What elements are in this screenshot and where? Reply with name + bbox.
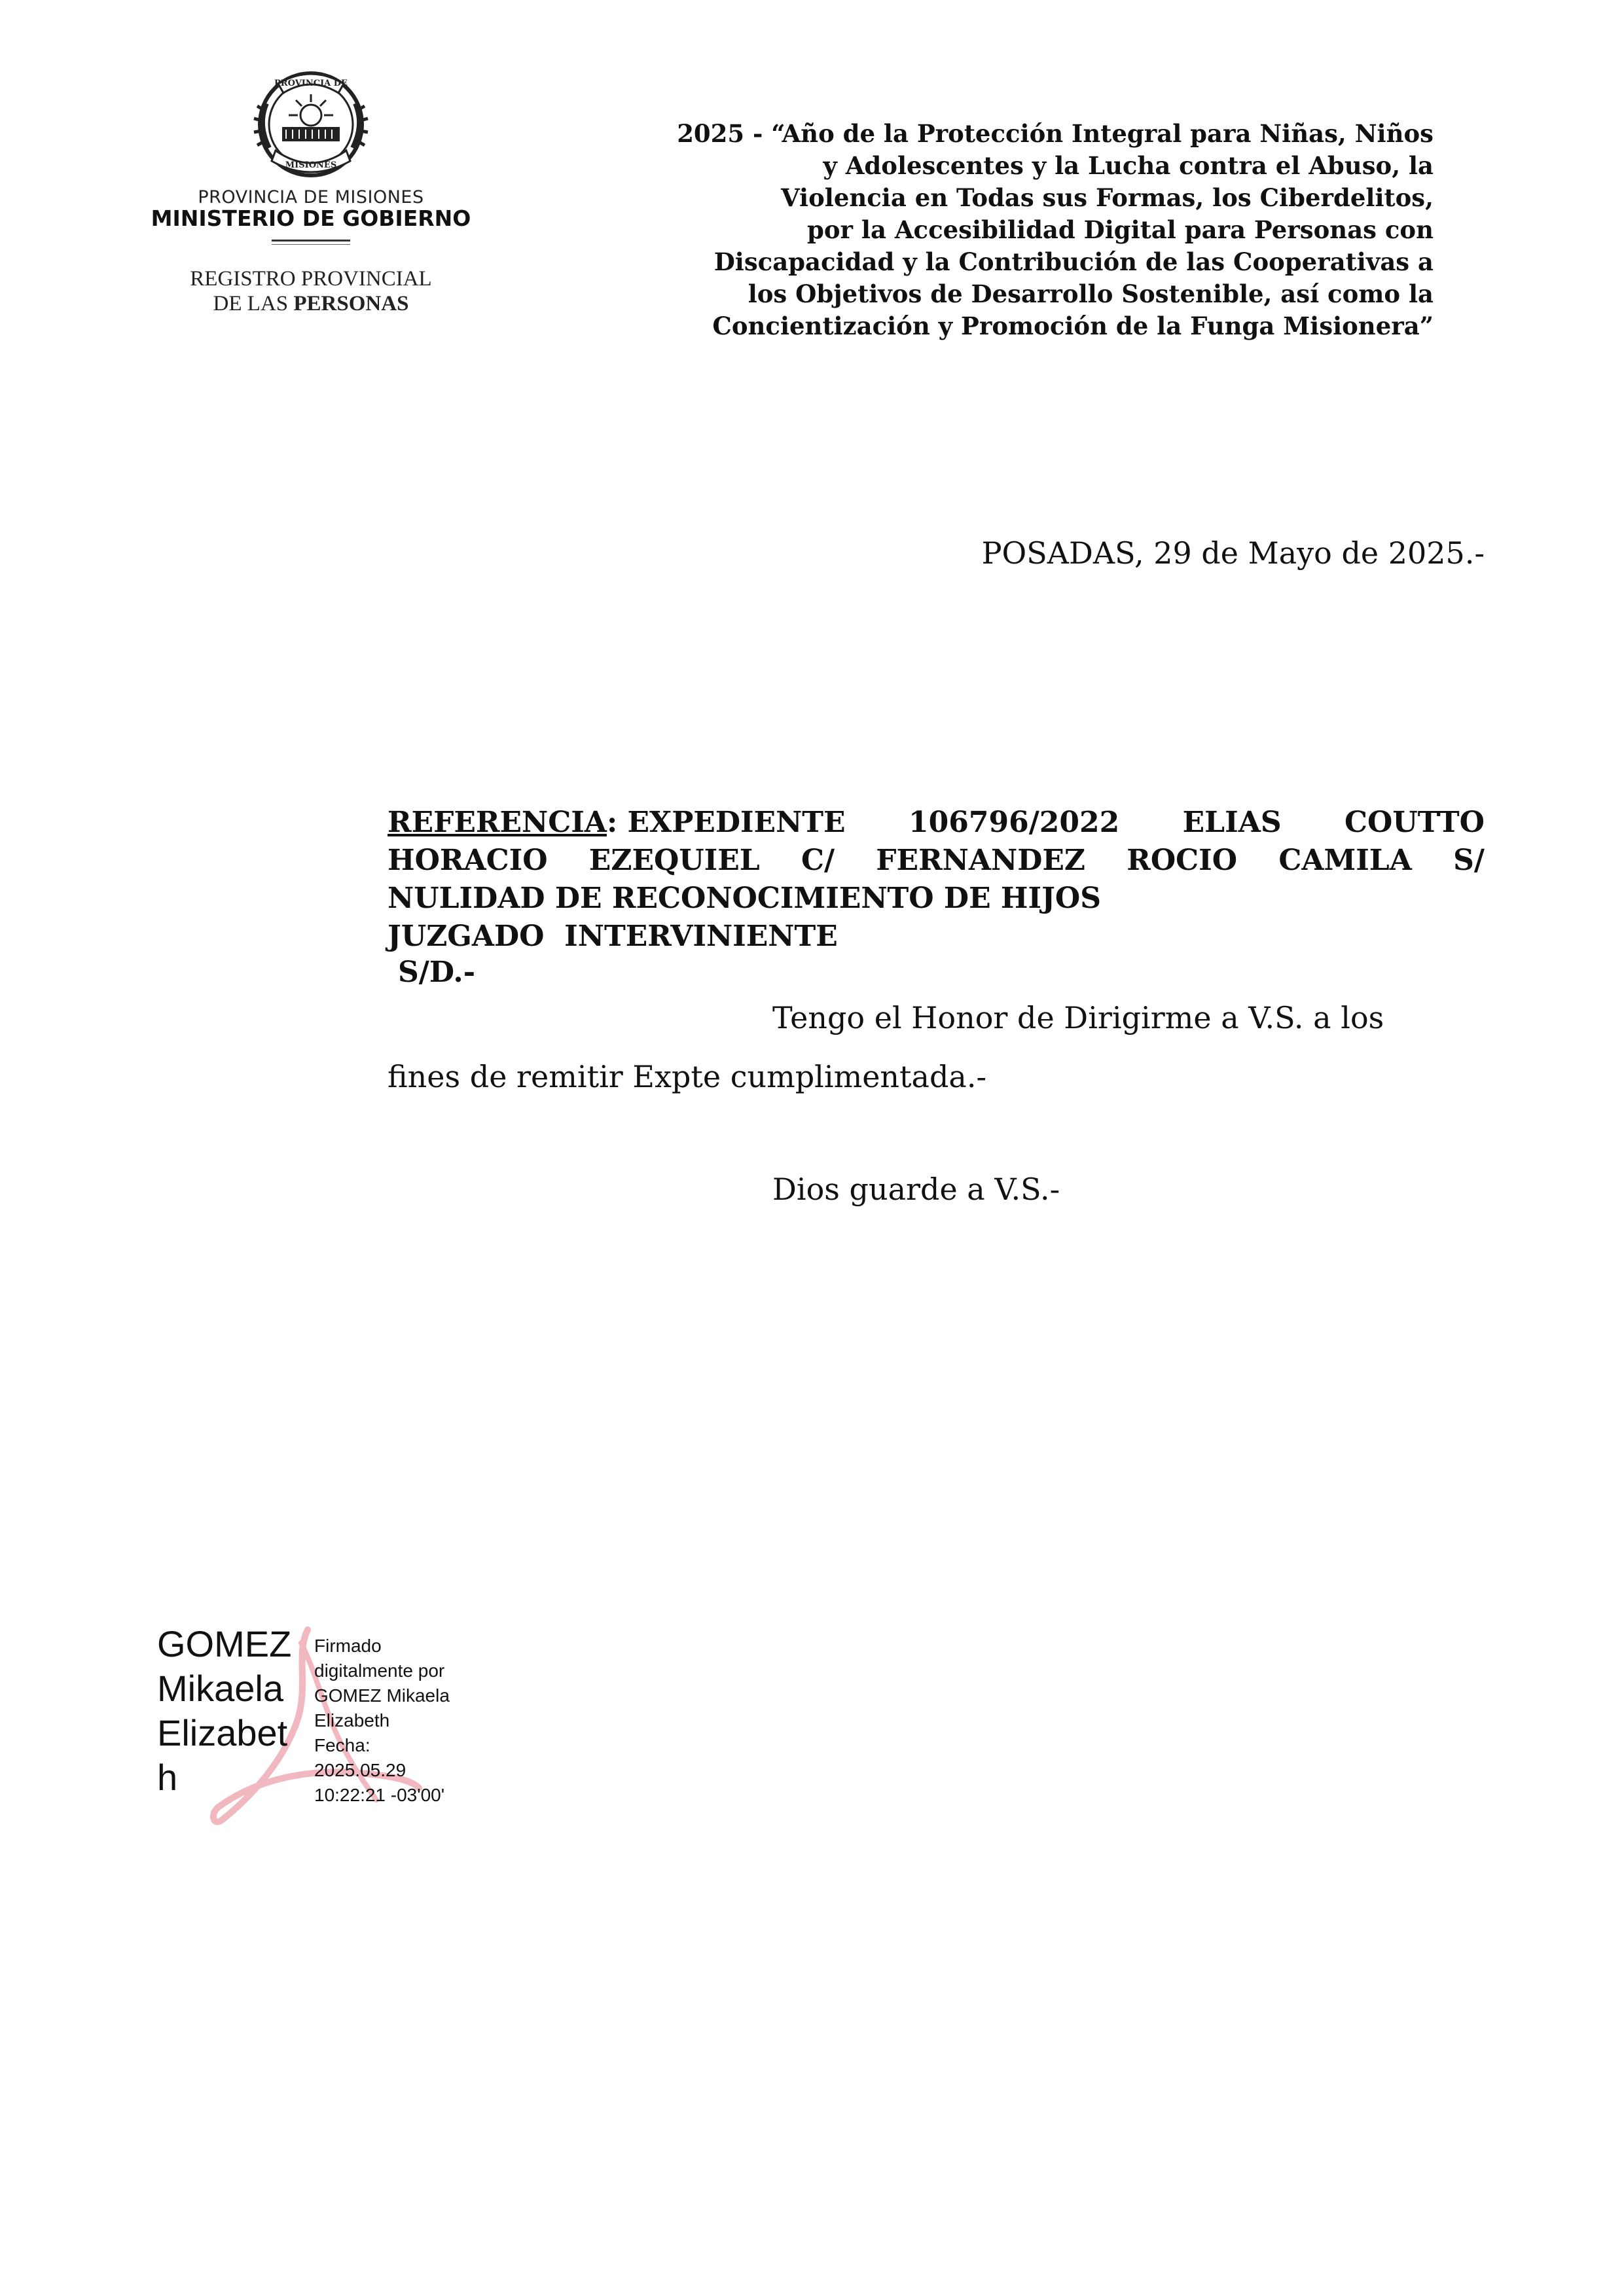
reference-block [388,804,1485,956]
signature-detail-line: 2025.05.29 [314,1760,406,1780]
salutation-sd: S/D.- [398,956,476,989]
reference-word: C/ [801,844,835,877]
year-motto-line: y Adolescentes y la Lucha contra el Abuso, la [823,151,1434,180]
signer-name [157,1622,291,1800]
year-motto-line: Discapacidad y la Contribución de las Cooperativas a [713,247,1434,276]
reference-word: EZEQUIEL [588,844,760,877]
reference-word: S/ [1453,844,1485,877]
reference-word: : EXPEDIENTE [606,806,846,839]
signature-details [314,1634,450,1808]
reference-word: COUTTO [1344,806,1485,839]
reference-word: ELIAS [1182,806,1282,839]
signer-name-line: Elizabet [157,1712,288,1753]
signature-detail-line: GOMEZ Mikaela [314,1685,450,1706]
registry-name-line2 [131,292,491,316]
signer-name-line: GOMEZ [157,1623,292,1664]
reference-line-3: NULIDAD DE RECONOCIMIENTO DE HIJOS [388,882,1102,915]
year-motto-line: los Objetivos de Desarrollo Sostenible, así como la [748,279,1434,308]
signature-detail-line: Elizabeth [314,1710,390,1731]
year-motto-line: Violencia en Todas sus Formas, los Ciberdelitos, [780,183,1434,212]
reference-word: HORACIO [388,844,548,877]
emblem-banner-bottom: MISIONES [285,160,337,170]
year-motto-line: Concientización y Promoción de la Funga Misionera” [712,312,1434,340]
closing-line: Dios guarde a V.S.- [772,1172,1060,1207]
year-motto-line: 2025 - “Año de la Protección Integral para Niñas, Niños [677,119,1434,148]
province-emblem [252,64,370,181]
reference-label-group [388,804,846,842]
reference-word: 106796/2022 [909,806,1120,839]
registry-line2-bold: PERSONAS [293,292,409,315]
reference-label: REFERENCIA [388,806,607,839]
header-divider-thin [272,244,350,245]
ministry-name: MINISTERIO DE GOBIERNO [151,206,471,231]
reference-line-4: JUZGADO INTERVINIENTE [388,920,838,953]
registry-name-line1: REGISTRO PROVINCIAL [190,267,432,291]
reference-word: CAMILA [1278,844,1412,877]
signature-detail-line: Firmado [314,1636,382,1656]
signature-detail-line: 10:22:21 -03'00' [314,1785,445,1805]
province-name: PROVINCIA DE MISIONES [198,187,424,207]
emblem-banner-top: PROVINCIA DE [274,79,348,88]
year-motto [615,118,1434,342]
reference-word: FERNANDEZ [876,844,1086,877]
year-motto-line: por la Accesibilidad Digital para Personas con [807,215,1434,244]
body-paragraph-line-2: fines de remitir Expte cumplimentada.- [388,1059,986,1094]
signer-name-line: h [157,1757,178,1798]
reference-line-2 [388,842,1485,880]
header-divider [272,240,350,242]
letter-date: POSADAS, 29 de Mayo de 2025.- [981,535,1485,571]
registry-line2-prefix: DE LAS [213,292,289,315]
signature-detail-line: digitalmente por [314,1660,445,1681]
reference-line-1 [388,804,1485,842]
reference-word: ROCIO [1127,844,1238,877]
misiones-emblem-icon [252,64,370,181]
signer-name-line: Mikaela [157,1668,283,1709]
signature-detail-line: Fecha: [314,1735,370,1755]
body-paragraph-line-1: Tengo el Honor de Dirigirme a V.S. a los [772,1000,1384,1035]
